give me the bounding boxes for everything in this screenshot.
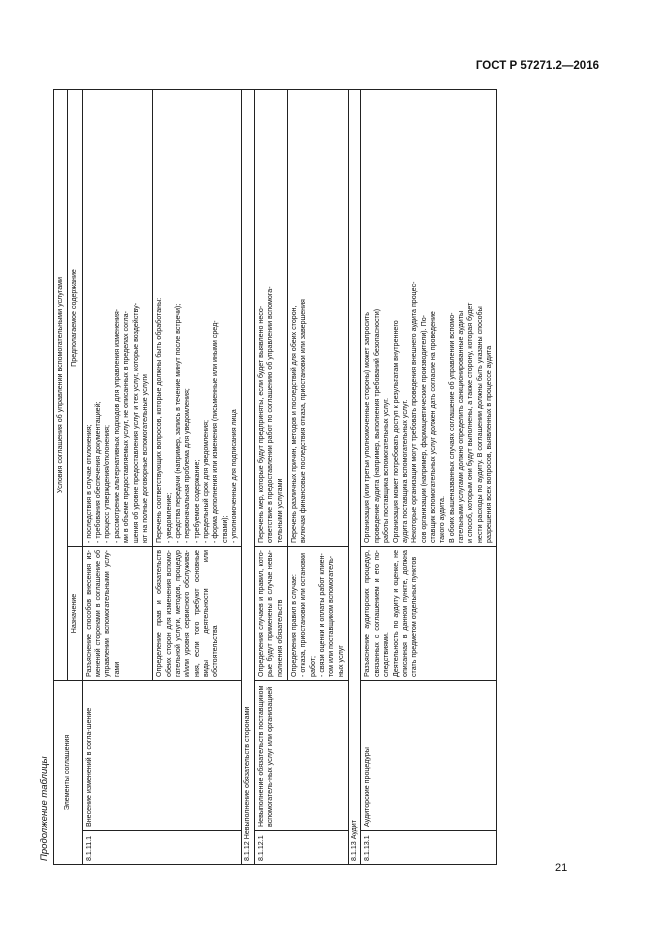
content-line: ставщик вспомогательных услуг должен дать согласие на проведение [428, 311, 437, 543]
content-line: ют на полные договорные вспомогательные услуги [140, 374, 149, 543]
row-element: Аудиторские процедуры [361, 680, 497, 830]
row-purpose [287, 546, 348, 680]
content-line: - отказа, приостановки или остановки работ; [299, 552, 317, 677]
content-line: Некоторые организации могут требовать проведения внешнего аудита процес- [410, 281, 419, 543]
content-line: - первоначальная проблема для уведомления; [183, 388, 192, 543]
row-number: 8.1.11.1 [82, 831, 242, 865]
section-title: 8.1.13 Аудит [349, 89, 361, 864]
page-number: 21 [555, 862, 568, 874]
table-row [82, 89, 153, 864]
row-content [361, 89, 497, 546]
row-element: Внесение изменений в согла-шение [82, 680, 242, 830]
content-line: Организация может потребовать доступ к результатам внутреннего [391, 320, 400, 543]
row-purpose [361, 546, 497, 680]
content-line: такого аудита. [438, 496, 447, 543]
content-line: гательными услугами должно определить санкционированные аудиты [457, 310, 466, 543]
content-line: - связи оценки и оплаты работ клиен-том или поставщиком вспомогатель-ных услуг [317, 553, 345, 677]
content-line: - уведомление; [164, 492, 173, 543]
content-line: - уполномоченные для подписания лица [230, 409, 239, 543]
content-line: Определения правил в случае: [289, 574, 298, 677]
content-line: - форма дополнения или изменения (письменные или иными сред- [211, 320, 220, 543]
continuation-label: Продолжение таблицы [39, 756, 50, 861]
content-line: проведение аудита (например, выполнения требований безопасности) [372, 308, 381, 543]
content-line: Деятельность по аудиту и оценке, не описанная в данном пункте, должна стать предметом отдельных пунктов [391, 549, 419, 677]
content-line: работы поставщика вспомогательных услуг. [382, 398, 391, 543]
content-line: разрешения всех вопросов, выявленных в процессе аудита [485, 345, 494, 543]
content-line: Разъяснение аудиторских процедур, связанных с соглашением и его по-следствиями. [363, 549, 391, 677]
content-line: В обоих вышеназванных случаях соглашение об управлении вспомо- [447, 312, 456, 543]
table-row [361, 89, 497, 864]
content-line: - требуемое содержание; [192, 459, 201, 543]
content-line: ствами); [220, 515, 229, 543]
content-line: ответствие в предоставлении работ по соглашению об управлении вспомога- [266, 286, 275, 543]
content-line: Организация (или третьи уполномоченные стороны) может запросить [363, 312, 372, 543]
content-line: тельными услугами [275, 478, 284, 543]
row-element: Невыполнение обязательств поставщиком вспомогатель-ных услуг или организацией [254, 680, 348, 830]
row-purpose: Разъяснение способов внесения из-менений сторонами в соглашение об управлении вспомогательными услу-гами [82, 546, 153, 680]
content-line: - последствия в случае отклонения; [84, 424, 93, 543]
header-conditions: Условия соглашения об управлении вспомогательными услугами [54, 89, 68, 680]
row-content [287, 89, 348, 546]
content-line: Перечень мер, которые будут предприняты, если будет выявлено несо- [256, 305, 265, 543]
content-line: - предельный срок для уведомления; [202, 420, 211, 543]
table-row [254, 89, 287, 864]
content-line: Перечень различных причин, методов и последствий для обеих сторон, [289, 305, 298, 543]
header-content: Предполагаемое содержание [68, 89, 82, 546]
row-purpose: Определения случаев и правил, кото-рые будут применены в случае невы-полнения обязательств [254, 546, 287, 680]
content-line: - рассмотрение альтернативных подходов для управления изменения- [112, 308, 121, 543]
row-content [254, 89, 287, 546]
section-row [242, 89, 254, 864]
row-purpose: Определение прав и обязательств обеих сторон для изменения вспомо-гательной услуги, методов, процедур и/или уровня сервисного обслужива-ния, если того требуют основные виды деятельности или обстоятельства [153, 546, 242, 680]
section-title: 8.1.12 Невыполнение обязательств сторонами [242, 89, 254, 864]
row-number: 8.1.13.1 [361, 831, 497, 865]
content-line: шения об уровне предоставления услуг и тех услуг, которые воздейству- [131, 302, 140, 543]
content-line: включая финансовые последствия отказа, приостановки или завершения [299, 299, 308, 543]
section-row [349, 89, 361, 864]
row-number: 8.1.12.1 [254, 831, 348, 865]
header-purpose: Назначение [68, 546, 82, 680]
header-elements: Элементы соглашения [54, 680, 83, 864]
content-line: ми в объеме предоставляемых услуг, не описанных в пределах согла- [122, 311, 131, 543]
content-line: аудита поставщика вспомогательных услуг. [400, 399, 409, 543]
document-header: ГОСТ Р 57271.2—2016 [475, 60, 599, 72]
agreement-table [53, 89, 497, 865]
row-content [153, 89, 242, 546]
content-line: сов организации (например, фармацевтические производители). По- [419, 314, 428, 543]
rotated-page-content [37, 90, 612, 865]
content-line: - требования обеспечения документацией; [94, 401, 103, 543]
content-line: - процесс утверждения/отклонения; [103, 425, 112, 543]
content-line: Перечень соответствующих вопросов, которые должны быть обработаны: [155, 297, 164, 543]
content-line: - средства передачи (например, запись в течение минут после встречи); [173, 303, 182, 543]
content-line: нести расходы по аудиту. В соглашении должны быть указаны способы [475, 306, 484, 543]
table-header-row [54, 89, 68, 864]
row-content [82, 89, 153, 546]
content-line: и способ, которым они будут выполнены, а также сторону, которая будет [466, 302, 475, 543]
